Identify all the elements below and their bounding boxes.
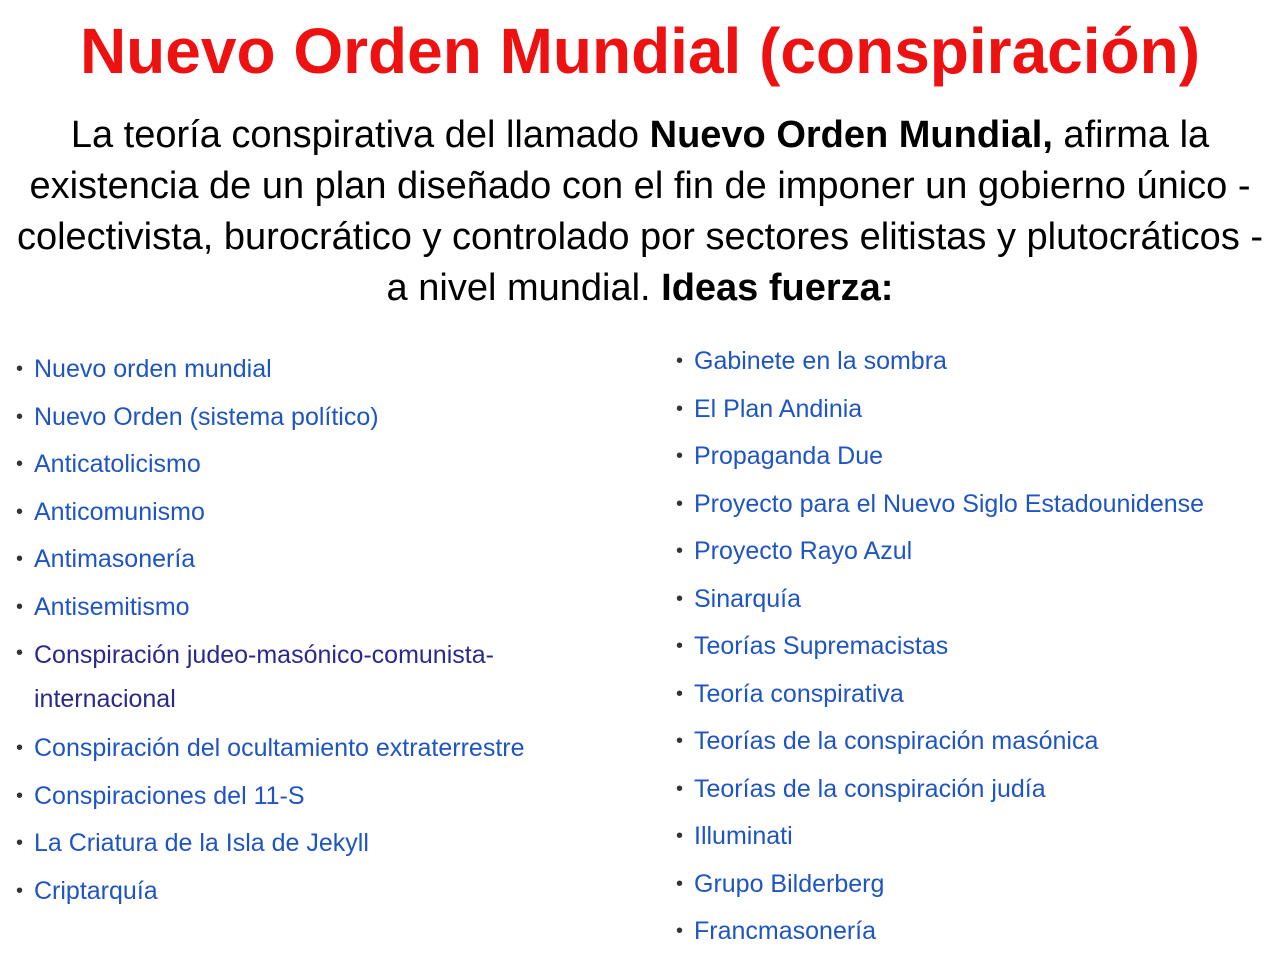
link-anticatolicismo[interactable]: Anticatolicismo	[34, 450, 201, 478]
bullet-dot-icon: •	[676, 777, 684, 800]
bullet-dot-icon: •	[676, 872, 684, 895]
bullet-dot-icon: •	[16, 453, 24, 475]
link-antisemitismo[interactable]: Antisemitismo	[34, 592, 190, 621]
bullet-dot-icon: •	[16, 500, 24, 523]
list-item	[14, 346, 654, 394]
link-illuminati[interactable]: Illuminati	[694, 822, 793, 850]
list-item	[674, 623, 1274, 671]
bullet-dot-icon: •	[16, 784, 24, 807]
intro-text-2: afirma la existencia de un plan diseñado con el fin de imponer un gobierno único - colectivista, burocrático y controlado por sectores elitistas y plutocráticos - a nivel mundial.	[16, 114, 1264, 309]
bullet-dot-icon: •	[676, 635, 684, 657]
list-item	[14, 820, 654, 868]
link-francmasoneria[interactable]: Francmasonería	[694, 917, 877, 945]
list-item	[14, 536, 654, 584]
link-list-right	[674, 338, 1274, 956]
intro-text-1: La teoría conspirativa del llamado	[70, 114, 650, 156]
link-sinarquia[interactable]: Sinarquía	[694, 584, 802, 613]
bullet-dot-icon: •	[16, 548, 24, 570]
bullet-dot-icon: •	[676, 350, 684, 372]
list-item	[674, 766, 1274, 814]
link-propaganda-due[interactable]: Propaganda Due	[694, 442, 884, 470]
bullet-dot-icon: •	[676, 682, 684, 705]
bullet-dot-icon: •	[16, 405, 24, 428]
link-list-left	[14, 346, 654, 915]
list-item	[14, 441, 654, 489]
link-teorias-conspiracion-judia[interactable]: Teorías de la conspiración judía	[694, 774, 1046, 803]
bullet-dot-icon: •	[676, 730, 684, 752]
page-title: Nuevo Orden Mundial (conspiración)	[79, 15, 1201, 87]
link-conspiracion-ocultamiento-extraterrestre[interactable]: Conspiración del ocultamiento extraterrestre	[34, 734, 525, 762]
link-teoria-conspirativa[interactable]: Teoría conspirativa	[694, 679, 904, 708]
bullet-dot-icon: •	[16, 595, 24, 618]
link-proyecto-rayo-azul[interactable]: Proyecto Rayo Azul	[694, 537, 913, 565]
bullet-dot-icon: •	[676, 492, 684, 515]
list-item	[14, 584, 654, 632]
link-conspiracion-judeo-masonico[interactable]: Conspiración judeo-masónico-comunista-internacional	[34, 641, 494, 713]
list-item	[14, 489, 654, 537]
link-proyecto-nuevo-siglo[interactable]: Proyecto para el Nuevo Siglo Estadounidense	[694, 489, 1205, 518]
list-item	[14, 868, 654, 916]
list-item	[674, 576, 1274, 624]
list-item	[674, 338, 1274, 386]
bullet-dot-icon: •	[676, 445, 684, 467]
list-item	[14, 631, 594, 725]
link-nuevo-orden-sistema-politico[interactable]: Nuevo Orden (sistema político)	[34, 402, 379, 431]
list-item	[674, 386, 1274, 434]
list-item	[674, 433, 1274, 481]
bullet-dot-icon: •	[676, 587, 684, 610]
bullet-dot-icon: •	[16, 879, 24, 902]
list-item	[674, 528, 1274, 576]
bullet-dot-icon: •	[676, 397, 684, 420]
link-anticomunismo[interactable]: Anticomunismo	[34, 497, 205, 526]
list-item	[14, 725, 654, 773]
list-item	[14, 773, 654, 821]
list-item	[674, 908, 1274, 956]
list-item	[674, 671, 1274, 719]
bullet-dot-icon: •	[676, 920, 684, 942]
link-criatura-isla-jekyll[interactable]: La Criatura de la Isla de Jekyll	[34, 829, 369, 857]
intro-bold-term: Nuevo Orden Mundial,	[649, 114, 1053, 156]
link-plan-andinia[interactable]: El Plan Andinia	[694, 394, 863, 423]
bullet-dot-icon: •	[16, 832, 24, 854]
link-nuevo-orden-mundial[interactable]: Nuevo orden mundial	[34, 355, 272, 383]
bullet-dot-icon: •	[676, 540, 684, 562]
intro-bold-ideas: Ideas fuerza:	[661, 267, 894, 309]
list-item	[674, 813, 1274, 861]
intro-paragraph	[10, 110, 1270, 314]
bullet-dot-icon: •	[16, 358, 24, 380]
list-item	[14, 394, 654, 442]
bullet-dot-icon: •	[16, 737, 24, 759]
list-item	[674, 481, 1274, 529]
list-item	[674, 861, 1274, 909]
link-conspiraciones-11s[interactable]: Conspiraciones del 11-S	[34, 781, 305, 810]
link-gabinete-en-la-sombra[interactable]: Gabinete en la sombra	[694, 347, 947, 375]
link-criptarquia[interactable]: Criptarquía	[34, 876, 158, 905]
bullet-dot-icon: •	[16, 642, 24, 664]
link-grupo-bilderberg[interactable]: Grupo Bilderberg	[694, 869, 885, 898]
link-antimasoneria[interactable]: Antimasonería	[34, 545, 196, 573]
link-teorias-supremacistas[interactable]: Teorías Supremacistas	[694, 632, 949, 660]
link-teorias-conspiracion-masonica[interactable]: Teorías de la conspiración masónica	[694, 727, 1099, 755]
list-item	[674, 718, 1274, 766]
bullet-dot-icon: •	[676, 825, 684, 847]
